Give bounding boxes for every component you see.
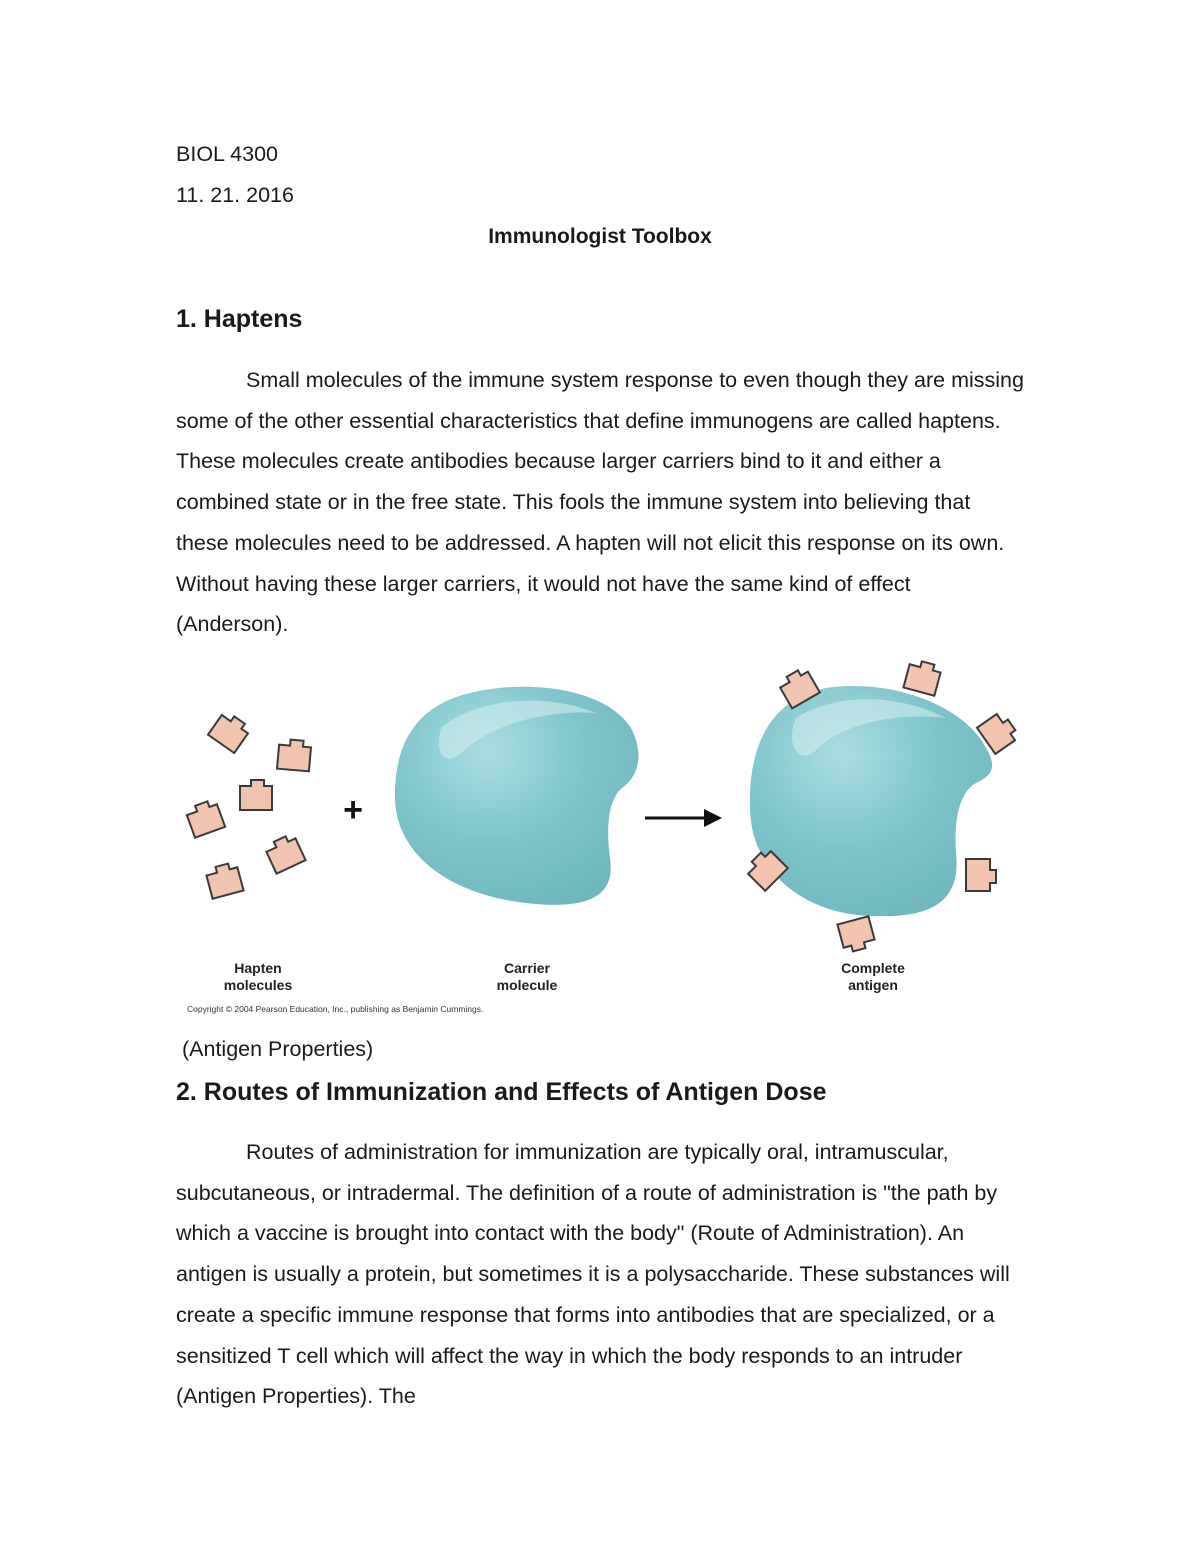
complete-antigen-shape (750, 686, 992, 916)
reaction-arrow (645, 809, 722, 827)
bound-hapten (837, 916, 876, 953)
hapten-molecule (240, 780, 272, 810)
hapten-molecule (277, 739, 311, 772)
course-code: BIOL 4300 (176, 142, 278, 166)
label-complete-line1: Complete (841, 960, 905, 976)
document-date: 11. 21. 2016 (176, 183, 294, 207)
hapten-carrier-figure (176, 658, 1026, 1020)
figure-caption: (Antigen Properties) (182, 1037, 374, 1061)
document-title: Immunologist Toolbox (488, 225, 712, 248)
plus-symbol: + (343, 791, 363, 829)
bound-hapten (903, 658, 942, 695)
section-heading-routes: 2. Routes of Immunization and Effects of Antigen Dose (176, 1078, 827, 1106)
section-paragraph-routes: Routes of administration for immunization are typically oral, intramuscular, subcutaneous, or intradermal. The definition of a route of administration is "the path by which a vaccine is brought into contact with the body" (Route of Administration). An antigen is usually a protein, but sometimes it is a polysaccharide. These substances will create a specific immune response that forms into antibodies that are specialized, or a sensitized T cell which will affect the way in which the body responds to an intruder (Antigen Properties). The (176, 1140, 1010, 1409)
label-hapten-line2: molecules (223, 977, 293, 993)
section-heading-haptens: 1. Haptens (176, 305, 303, 333)
section-paragraph-haptens: Small molecules of the immune system response to even though they are missing some of the other essential characteristics that define immunogens are called haptens. These molecules create antibodies because larger carriers bind to it and either a combined state or in the free state. This fools the immune system into believing that these molecules need to be addressed. A hapten will not elicit this response on its own. Without having these larger carriers, it would not have the same kind of effect (Anderson). (176, 368, 1024, 637)
hapten-molecule (185, 799, 225, 838)
hapten-molecule (264, 833, 306, 874)
carrier-molecule-shape (395, 687, 638, 905)
label-hapten-line1: Hapten (234, 960, 282, 976)
label-carrier-line1: Carrier (504, 960, 550, 976)
hapten-molecule (205, 861, 244, 898)
bound-hapten (966, 859, 996, 891)
hapten-molecules-group (185, 710, 312, 899)
hapten-molecule (208, 710, 251, 753)
figure-copyright: Copyright © 2004 Pearson Education, Inc., publishing as Benjamin Cummings. (187, 1004, 484, 1014)
label-complete-line2: antigen (848, 977, 898, 993)
hapten-carrier-diagram (176, 658, 1026, 1020)
label-carrier-line2: molecule (496, 977, 558, 993)
